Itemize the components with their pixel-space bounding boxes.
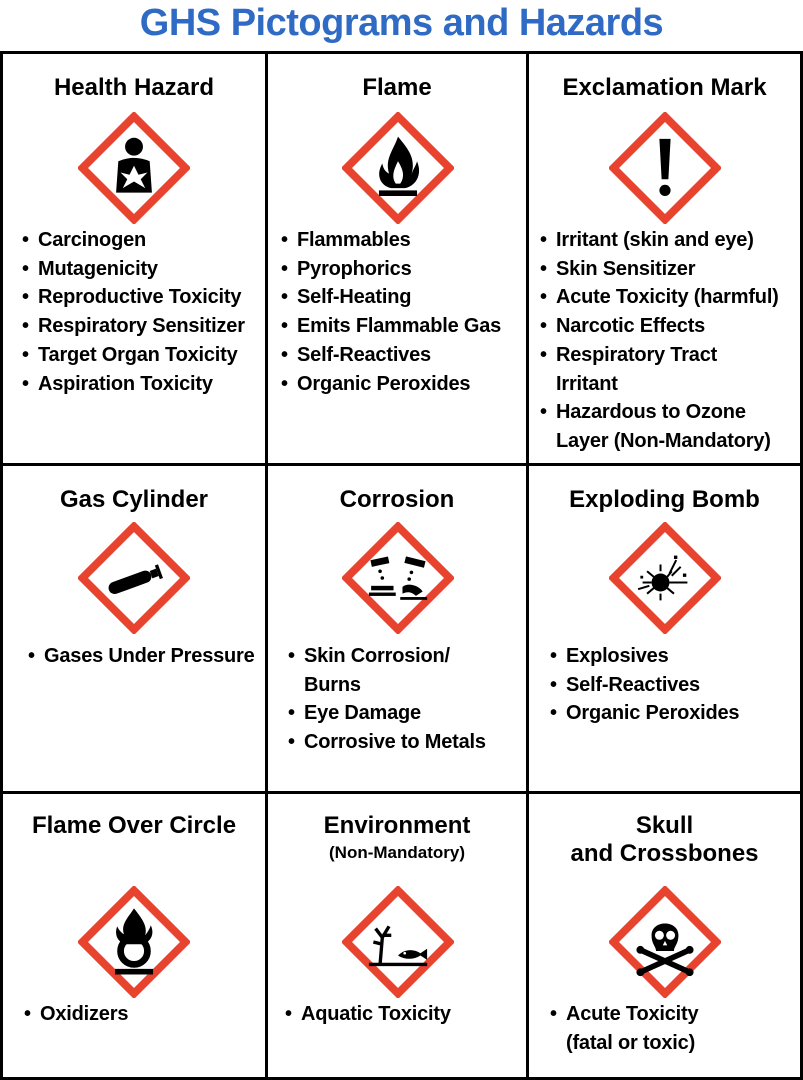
page-title: GHS Pictograms and Hazards (139, 2, 664, 44)
hazard-item-label: Reproductive Toxicity (38, 286, 242, 309)
hazard-item: • Corrosive to Metals (288, 731, 486, 754)
hazard-item-label: Target Organ Toxicity (38, 343, 238, 366)
hazard-item: • Acute Toxicity (harmful) (540, 286, 779, 309)
pictogram-cell-flame (268, 54, 526, 463)
pictogram-title: Gas Cylinder (59, 486, 209, 513)
pictogram-title: Skull and Crossbones (570, 812, 759, 867)
hazard-item: • Respiratory Tract Irritant (540, 343, 718, 395)
hazard-item-label: Skin Corrosion/ Burns (304, 645, 450, 696)
hazard-item: • Organic Peroxides (550, 702, 740, 725)
hazard-item-label: Eye Damage (304, 702, 421, 725)
hazard-item-label: Irritant (skin and eye) (556, 229, 754, 251)
hazard-item: • Irritant (skin and eye) (540, 229, 754, 251)
pictogram-grid (0, 51, 803, 1080)
hazard-item-label: Respiratory Sensitizer (38, 315, 245, 338)
pictogram-title: Corrosion (339, 486, 455, 513)
environment-icon (342, 886, 454, 998)
health-hazard-icon (78, 112, 190, 224)
hazard-item-label: Emits Flammable Gas (297, 315, 502, 338)
hazard-item-label: Aquatic Toxicity (301, 1003, 451, 1025)
hazard-item: • Oxidizers (24, 1003, 129, 1025)
hazard-item: • Carcinogen (22, 229, 147, 251)
hazard-item-label: Carcinogen (38, 229, 147, 251)
hazard-item: • Emits Flammable Gas (281, 315, 502, 338)
pictogram-cell-corrosion (268, 466, 526, 791)
flame-over-circle-icon (78, 886, 190, 998)
hazard-item-label: Hazardous to Ozone Layer (Non-Mandatory) (556, 401, 771, 452)
hazard-item: • Self-Reactives (550, 673, 700, 696)
hazard-item-label: Gases Under Pressure (44, 645, 255, 667)
pictogram-cell-skull-and-crossbones (529, 794, 800, 1077)
hazard-list (288, 642, 486, 757)
hazard-item-label: Oxidizers (40, 1003, 129, 1025)
hazard-item-label: Explosives (566, 645, 669, 667)
hazard-item: • Respiratory Sensitizer (22, 315, 245, 338)
hazard-item-label: Flammables (297, 229, 411, 251)
hazard-item: • Gases Under Pressure (28, 645, 255, 667)
hazard-item: • Narcotic Effects (540, 315, 706, 338)
hazard-item-label: Aspiration Toxicity (38, 372, 213, 395)
hazard-item-label: Skin Sensitizer (556, 257, 696, 280)
exploding-bomb-icon (609, 522, 721, 634)
hazard-item-label: Narcotic Effects (556, 315, 706, 338)
gas-cylinder-icon (78, 522, 190, 634)
hazard-item-label: Corrosive to Metals (304, 731, 486, 754)
hazard-item-label: Organic Peroxides (297, 372, 471, 395)
pictogram-cell-exclamation-mark (529, 54, 800, 463)
hazard-list (22, 226, 245, 398)
pictogram-title: Environment (323, 812, 471, 839)
hazard-list (285, 1000, 451, 1029)
hazard-item: • Skin Corrosion/ Burns (288, 645, 450, 696)
pictogram-title: Health Hazard (53, 74, 215, 101)
hazard-item: • Organic Peroxides (281, 372, 471, 395)
pictogram-title: Exclamation Mark (562, 74, 767, 101)
hazard-item-label: Self-Reactives (297, 343, 431, 366)
hazard-item-label: Acute Toxicity (fatal or toxic) (566, 1003, 699, 1054)
hazard-item: • Aspiration Toxicity (22, 372, 213, 395)
corrosion-icon (342, 522, 454, 634)
exclamation-mark-icon (609, 112, 721, 224)
hazard-item-label: Respiratory Tract Irritant (556, 343, 718, 395)
flame-icon (342, 112, 454, 224)
pictogram-title: Flame (362, 74, 432, 101)
hazard-item: • Acute Toxicity (fatal or toxic) (550, 1003, 699, 1054)
skull-and-crossbones-icon (609, 886, 721, 998)
hazard-item: • Flammables (281, 229, 411, 251)
hazard-list (24, 1000, 128, 1029)
pictogram-title: Exploding Bomb (569, 486, 760, 513)
hazard-item: • Pyrophorics (281, 257, 412, 280)
hazard-list (281, 226, 501, 398)
hazard-item-label: Pyrophorics (297, 257, 412, 280)
hazard-item-label: Acute Toxicity (harmful) (556, 286, 779, 309)
pictogram-cell-exploding-bomb (529, 466, 800, 791)
pictogram-cell-gas-cylinder (3, 466, 265, 791)
hazard-item-label: Organic Peroxides (566, 702, 740, 725)
hazard-list (540, 226, 779, 456)
hazard-item: • Eye Damage (288, 702, 421, 725)
hazard-item: • Skin Sensitizer (540, 257, 696, 280)
hazard-item: • Explosives (550, 645, 669, 667)
hazard-item: • Reproductive Toxicity (22, 286, 242, 309)
hazard-item: • Hazardous to Ozone Layer (Non-Mandatory) (540, 401, 771, 452)
hazard-item-label: Mutagenicity (38, 257, 158, 280)
hazard-item-label: Self-Reactives (566, 673, 700, 696)
hazard-item: • Self-Reactives (281, 343, 431, 366)
pictogram-subtitle: (Non-Mandatory) (329, 843, 465, 862)
hazard-item: • Target Organ Toxicity (22, 343, 238, 366)
hazard-item: • Self-Heating (281, 286, 412, 309)
hazard-item: • Mutagenicity (22, 257, 158, 280)
hazard-list (550, 1000, 698, 1057)
pictogram-cell-environment (268, 794, 526, 1077)
hazard-item-label: Self-Heating (297, 286, 412, 309)
pictogram-cell-flame-over-circle (3, 794, 265, 1077)
hazard-list (550, 642, 739, 728)
hazard-list (28, 642, 255, 671)
hazard-item: • Aquatic Toxicity (285, 1003, 451, 1025)
pictogram-cell-health-hazard (3, 54, 265, 463)
pictogram-title: Flame Over Circle (31, 812, 237, 839)
